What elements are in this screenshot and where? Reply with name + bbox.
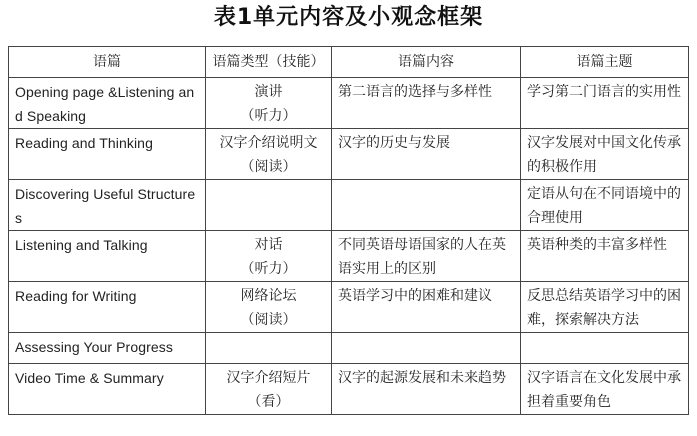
type-skill-line: （阅读） xyxy=(240,312,297,328)
content-cell: 汉字的历史与发展 xyxy=(332,129,521,180)
theme-cell: 反思总结英语学习中的困难，探索解决方法 xyxy=(521,282,689,333)
type-cell xyxy=(206,364,332,415)
unit-framework-table xyxy=(8,46,689,415)
theme-cell: 汉字语言在文化发展中承担着重要角色 xyxy=(521,364,689,415)
type-line: 对话 xyxy=(254,237,283,253)
header-text-theme: 语篇主题 xyxy=(521,47,689,78)
header-text: 语篇 xyxy=(9,47,206,78)
theme-cell: 汉字发展对中国文化传承的积极作用 xyxy=(521,129,689,180)
table-row xyxy=(9,129,689,180)
type-skill-line: （听力） xyxy=(240,108,297,124)
content-cell: 不同英语母语国家的人在英语实用上的区别 xyxy=(332,231,521,282)
type-cell xyxy=(206,180,332,231)
type-line: 汉字介绍说明文 xyxy=(219,135,318,151)
type-skill-line: （听力） xyxy=(240,261,297,277)
table-row xyxy=(9,78,689,129)
table-row xyxy=(9,333,689,364)
type-cell xyxy=(206,231,332,282)
content-cell: 英语学习中的困难和建议 xyxy=(332,282,521,333)
type-skill-line: （看） xyxy=(247,394,290,410)
table-row xyxy=(9,180,689,231)
section-cell: Reading and Thinking xyxy=(9,129,206,180)
type-cell xyxy=(206,333,332,364)
theme-cell: 定语从句在不同语境中的合理使用 xyxy=(521,180,689,231)
type-skill-line: （阅读） xyxy=(240,159,297,175)
table-title: 表1单元内容及小观念框架 xyxy=(213,5,484,30)
section-cell: Reading for Writing xyxy=(9,282,206,333)
type-cell xyxy=(206,129,332,180)
section-cell: Video Time & Summary xyxy=(9,364,206,415)
content-cell: 第二语言的选择与多样性 xyxy=(332,78,521,129)
content-cell xyxy=(332,180,521,231)
theme-cell: 英语种类的丰富多样性 xyxy=(521,231,689,282)
section-cell: Opening page &Listening and Speaking xyxy=(9,78,206,129)
type-cell xyxy=(206,282,332,333)
header-text-type: 语篇类型（技能） xyxy=(206,47,332,78)
content-cell: 汉字的起源发展和未来趋势 xyxy=(332,364,521,415)
section-cell: Assessing Your Progress xyxy=(9,333,206,364)
type-line: 汉字介绍短片 xyxy=(226,370,311,386)
table-row xyxy=(9,364,689,415)
type-cell xyxy=(206,78,332,129)
header-text-content: 语篇内容 xyxy=(332,47,521,78)
content-cell xyxy=(332,333,521,364)
theme-cell: 学习第二门语言的实用性 xyxy=(521,78,689,129)
header-row xyxy=(9,47,689,78)
type-line: 网络论坛 xyxy=(240,288,297,304)
table-row xyxy=(9,231,689,282)
section-cell: Listening and Talking xyxy=(9,231,206,282)
table-row xyxy=(9,282,689,333)
type-line: 演讲 xyxy=(254,84,283,100)
theme-cell xyxy=(521,333,689,364)
section-cell: Discovering Useful Structures xyxy=(9,180,206,231)
